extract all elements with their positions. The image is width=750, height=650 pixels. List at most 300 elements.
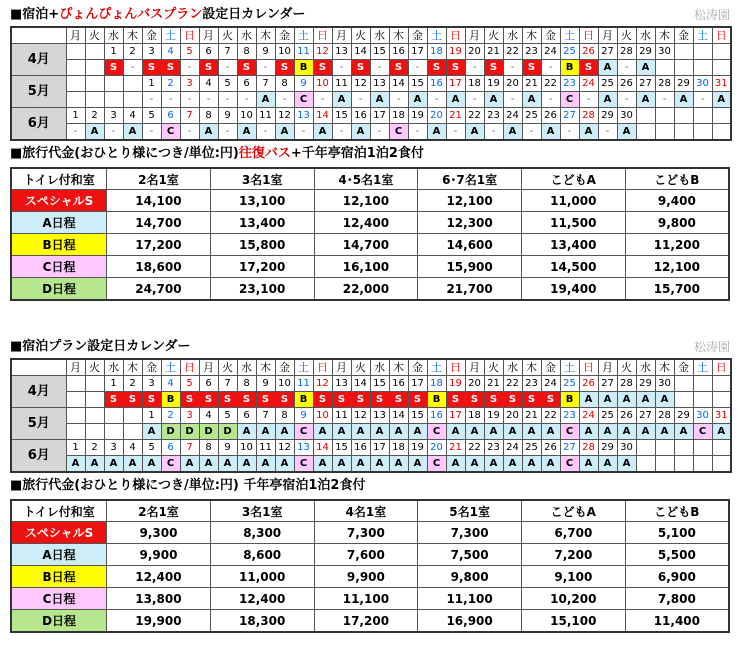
schedule-status-cell: A <box>712 92 731 108</box>
price-value-cell: 8,600 <box>210 544 314 566</box>
schedule-status-cell: S <box>161 60 180 76</box>
price-value-cell: 14,700 <box>107 212 211 234</box>
day-number-cell <box>712 44 731 60</box>
schedule-status-cell: A <box>484 424 503 440</box>
schedule-status-cell: - <box>389 92 408 108</box>
schedule-status-cell <box>655 124 674 141</box>
day-number-cell: 6 <box>237 76 256 92</box>
schedule-status-cell: - <box>446 124 465 141</box>
schedule-status-cell: S <box>256 392 275 408</box>
day-number-cell: 26 <box>617 408 636 424</box>
schedule-status-cell <box>123 92 142 108</box>
schedule-status-cell: - <box>408 60 427 76</box>
day-number-cell: 17 <box>408 44 427 60</box>
schedule-status-cell: S <box>446 60 465 76</box>
price-value-cell: 9,900 <box>107 544 211 566</box>
schedule-status-cell: - <box>332 60 351 76</box>
schedule-status-cell: A <box>370 456 389 473</box>
schedule-status-cell: B <box>427 392 446 408</box>
price-value-cell: 7,800 <box>625 588 729 610</box>
price-value-cell: 15,100 <box>521 610 625 633</box>
day-number-cell: 6 <box>237 408 256 424</box>
weekday-header: 木 <box>256 359 275 376</box>
weekday-header: 水 <box>104 359 123 376</box>
schedule-status-cell <box>104 424 123 440</box>
day-number-cell: 8 <box>199 108 218 124</box>
day-number-cell: 22 <box>541 76 560 92</box>
day-number-cell: 20 <box>465 376 484 392</box>
schedule-status-cell: A <box>389 424 408 440</box>
day-number-cell: 28 <box>655 76 674 92</box>
schedule-status-cell: A <box>389 456 408 473</box>
day-number-cell <box>674 376 693 392</box>
schedule-status-cell: A <box>579 424 598 440</box>
schedule-status-cell: - <box>465 92 484 108</box>
schedule-status-cell: A <box>180 456 199 473</box>
day-number-cell: 14 <box>351 44 370 60</box>
weekday-header: 月 <box>66 359 85 376</box>
day-number-cell <box>655 108 674 124</box>
schedule-status-cell: - <box>218 124 237 141</box>
price-column-header: こどもA <box>521 500 625 522</box>
schedule-status-cell: S <box>142 60 161 76</box>
day-number-cell: 24 <box>503 440 522 456</box>
title-text: ■宿泊プラン設定日カレンダー <box>10 339 191 354</box>
schedule-status-cell: - <box>218 92 237 108</box>
weekday-header: 金 <box>408 359 427 376</box>
price-value-cell: 7,300 <box>314 522 418 544</box>
day-number-cell: 29 <box>598 108 617 124</box>
price-column-header: トイレ付和室 <box>11 500 107 522</box>
schedule-type-label: C日程 <box>11 256 107 278</box>
day-number-cell: 27 <box>560 108 579 124</box>
schedule-status-cell <box>712 392 731 408</box>
schedule-status-cell: S <box>503 392 522 408</box>
day-number-cell: 10 <box>313 76 332 92</box>
schedule-status-cell: - <box>484 124 503 141</box>
day-number-cell: 1 <box>142 76 161 92</box>
schedule-status-cell: A <box>617 392 636 408</box>
schedule-status-cell: A <box>313 424 332 440</box>
schedule-status-cell: A <box>446 92 465 108</box>
day-number-cell: 25 <box>598 408 617 424</box>
schedule-status-cell: A <box>503 124 522 141</box>
schedule-status-cell: A <box>617 124 636 141</box>
brand-label: 松涛園 <box>693 8 730 22</box>
schedule-status-cell: A <box>142 456 161 473</box>
schedule-status-cell: A <box>674 424 693 440</box>
day-number-cell: 7 <box>180 108 199 124</box>
price-value-cell: 16,900 <box>418 610 522 633</box>
schedule-status-cell: C <box>294 456 313 473</box>
day-number-cell: 9 <box>256 376 275 392</box>
price-row <box>11 190 729 212</box>
price-value-cell: 7,200 <box>521 544 625 566</box>
price-value-cell: 12,300 <box>418 212 522 234</box>
price-value-cell: 11,200 <box>625 234 729 256</box>
schedule-status-cell: S <box>275 392 294 408</box>
weekday-header: 金 <box>674 359 693 376</box>
day-number-cell: 16 <box>389 44 408 60</box>
day-number-cell: 9 <box>218 108 237 124</box>
schedule-status-cell: A <box>446 456 465 473</box>
day-number-cell: 2 <box>123 44 142 60</box>
day-number-cell: 14 <box>313 108 332 124</box>
schedule-status-cell: A <box>237 456 256 473</box>
schedule-status-cell: S <box>351 60 370 76</box>
day-number-cell: 2 <box>85 108 104 124</box>
day-number-cell: 30 <box>693 76 712 92</box>
day-number-cell: 23 <box>522 44 541 60</box>
schedule-status-cell <box>85 392 104 408</box>
schedule-status-cell: A <box>370 424 389 440</box>
price-value-cell: 18,600 <box>107 256 211 278</box>
day-number-cell: 16 <box>351 108 370 124</box>
day-number-cell: 6 <box>199 376 218 392</box>
day-number-cell: 19 <box>446 376 465 392</box>
stay-plan-price-title <box>10 475 730 497</box>
day-number-cell: 19 <box>408 108 427 124</box>
stay-plan-calendar <box>10 358 732 473</box>
month-label: 6月 <box>11 440 66 473</box>
day-number-cell: 13 <box>370 76 389 92</box>
day-number-cell: 11 <box>332 76 351 92</box>
schedule-status-cell: A <box>66 456 85 473</box>
day-number-cell: 1 <box>142 408 161 424</box>
price-value-cell: 12,100 <box>418 190 522 212</box>
weekday-header: 金 <box>142 27 161 44</box>
day-number-cell: 30 <box>655 376 674 392</box>
weekday-header: 土 <box>693 359 712 376</box>
price-value-cell: 8,300 <box>210 522 314 544</box>
day-number-cell: 14 <box>313 440 332 456</box>
day-number-cell <box>674 440 693 456</box>
schedule-status-cell: A <box>541 456 560 473</box>
schedule-status-cell: A <box>579 392 598 408</box>
schedule-status-cell: A <box>598 424 617 440</box>
price-value-cell: 7,600 <box>314 544 418 566</box>
schedule-status-cell <box>693 60 712 76</box>
calendar-corner-cell <box>11 359 66 376</box>
schedule-status-cell: S <box>465 392 484 408</box>
day-number-cell: 22 <box>503 376 522 392</box>
day-number-cell: 4 <box>199 408 218 424</box>
day-number-cell: 5 <box>180 376 199 392</box>
price-value-cell: 15,700 <box>625 278 729 301</box>
day-number-cell: 3 <box>142 44 161 60</box>
schedule-status-cell: C <box>294 92 313 108</box>
weekday-header: 土 <box>427 359 446 376</box>
day-number-cell: 3 <box>180 408 199 424</box>
schedule-status-cell: A <box>237 424 256 440</box>
title-prefix: ■宿泊+ <box>10 7 60 22</box>
schedule-status-cell: A <box>636 92 655 108</box>
schedule-status-cell: - <box>427 92 446 108</box>
schedule-status-cell: A <box>275 124 294 141</box>
brand-label: 松涛園 <box>693 340 730 354</box>
schedule-status-cell: S <box>180 392 199 408</box>
day-number-cell <box>85 76 104 92</box>
day-number-cell: 9 <box>294 76 313 92</box>
schedule-status-cell: S <box>370 392 389 408</box>
day-number-cell: 12 <box>351 76 370 92</box>
day-number-cell: 1 <box>66 440 85 456</box>
day-number-cell: 21 <box>484 376 503 392</box>
schedule-status-cell: C <box>294 424 313 440</box>
schedule-status-cell: A <box>427 124 446 141</box>
weekday-header: 日 <box>579 359 598 376</box>
day-number-cell: 18 <box>465 408 484 424</box>
day-number-cell: 8 <box>275 408 294 424</box>
schedule-status-cell <box>674 456 693 473</box>
weekday-header: 水 <box>237 359 256 376</box>
weekday-header: 日 <box>180 27 199 44</box>
schedule-status-cell: S <box>408 392 427 408</box>
day-number-cell <box>712 440 731 456</box>
schedule-status-cell: A <box>503 456 522 473</box>
price-row <box>11 256 729 278</box>
day-number-cell: 4 <box>199 76 218 92</box>
price-title-suffix: +千年亭宿泊1泊2食付 <box>290 146 424 161</box>
day-number-cell: 21 <box>446 440 465 456</box>
day-number-cell: 14 <box>389 408 408 424</box>
day-number-cell: 15 <box>408 408 427 424</box>
schedule-status-cell: A <box>351 456 370 473</box>
day-number-cell: 10 <box>237 440 256 456</box>
price-column-header: 4名1室 <box>314 500 418 522</box>
schedule-status-cell <box>674 60 693 76</box>
schedule-status-cell: A <box>256 456 275 473</box>
schedule-type-label: スペシャルS <box>11 522 107 544</box>
schedule-status-cell: - <box>522 124 541 141</box>
schedule-status-cell: A <box>465 124 484 141</box>
day-number-cell: 22 <box>503 44 522 60</box>
weekday-header: 土 <box>161 359 180 376</box>
weekday-header: 木 <box>389 359 408 376</box>
schedule-status-cell: - <box>123 60 142 76</box>
price-value-cell: 15,800 <box>210 234 314 256</box>
day-number-cell: 5 <box>142 108 161 124</box>
day-number-cell: 23 <box>484 440 503 456</box>
schedule-status-cell: - <box>541 92 560 108</box>
day-number-cell: 25 <box>560 44 579 60</box>
day-number-cell: 11 <box>332 408 351 424</box>
day-number-cell: 11 <box>294 376 313 392</box>
schedule-status-cell: S <box>484 60 503 76</box>
schedule-status-cell: A <box>503 424 522 440</box>
month-label: 5月 <box>11 408 66 440</box>
day-number-cell <box>693 440 712 456</box>
price-value-cell: 7,300 <box>418 522 522 544</box>
schedule-status-cell: S <box>484 392 503 408</box>
weekday-header: 日 <box>446 27 465 44</box>
schedule-status-cell: A <box>408 92 427 108</box>
day-number-cell: 13 <box>294 440 313 456</box>
day-number-cell: 14 <box>389 76 408 92</box>
weekday-header: 土 <box>560 27 579 44</box>
weekday-header: 金 <box>142 359 161 376</box>
day-number-cell: 28 <box>579 108 598 124</box>
schedule-status-cell: A <box>655 424 674 440</box>
day-number-cell: 7 <box>180 440 199 456</box>
schedule-status-cell: A <box>541 424 560 440</box>
schedule-status-cell: A <box>123 456 142 473</box>
day-number-cell: 28 <box>579 440 598 456</box>
schedule-status-cell: - <box>598 124 617 141</box>
day-number-cell: 11 <box>294 44 313 60</box>
schedule-status-cell: S <box>237 392 256 408</box>
price-value-cell: 17,200 <box>210 256 314 278</box>
schedule-status-cell: B <box>294 60 313 76</box>
schedule-status-cell: S <box>275 60 294 76</box>
price-value-cell: 9,900 <box>314 566 418 588</box>
schedule-status-cell: - <box>104 124 123 141</box>
day-number-cell: 18 <box>427 44 446 60</box>
weekday-header: 水 <box>636 27 655 44</box>
weekday-header: 水 <box>503 27 522 44</box>
day-number-cell: 20 <box>427 108 446 124</box>
schedule-status-cell: A <box>484 456 503 473</box>
day-number-cell: 26 <box>579 44 598 60</box>
price-column-header: こどもB <box>625 168 729 190</box>
weekday-header: 月 <box>465 359 484 376</box>
weekday-header: 水 <box>237 27 256 44</box>
weekday-header: 木 <box>655 359 674 376</box>
weekday-header: 木 <box>522 27 541 44</box>
schedule-status-cell: B <box>161 392 180 408</box>
schedule-status-cell: A <box>617 424 636 440</box>
price-column-header: 6･7名1室 <box>418 168 522 190</box>
schedule-status-cell: A <box>579 456 598 473</box>
day-number-cell: 25 <box>522 108 541 124</box>
schedule-status-cell: - <box>256 60 275 76</box>
price-row <box>11 588 729 610</box>
stay-plan-section <box>10 336 730 633</box>
schedule-status-cell: A <box>617 456 636 473</box>
day-number-cell: 27 <box>636 76 655 92</box>
price-value-cell: 22,000 <box>314 278 418 301</box>
day-number-cell: 10 <box>275 44 294 60</box>
schedule-status-cell: A <box>275 456 294 473</box>
price-value-cell: 5,100 <box>625 522 729 544</box>
weekday-header: 木 <box>123 27 142 44</box>
schedule-status-cell: S <box>237 60 256 76</box>
bus-plan-calendar-title <box>10 4 730 26</box>
price-value-cell: 19,400 <box>521 278 625 301</box>
day-number-cell <box>123 408 142 424</box>
weekday-header: 金 <box>541 27 560 44</box>
weekday-header: 日 <box>446 359 465 376</box>
schedule-status-cell: A <box>598 60 617 76</box>
schedule-status-cell: - <box>237 92 256 108</box>
day-number-cell: 28 <box>617 376 636 392</box>
schedule-status-cell: - <box>275 92 294 108</box>
day-number-cell: 8 <box>237 376 256 392</box>
weekday-header: 日 <box>313 27 332 44</box>
day-number-cell <box>636 440 655 456</box>
schedule-status-cell: - <box>180 60 199 76</box>
day-number-cell: 2 <box>123 376 142 392</box>
schedule-status-cell: A <box>465 456 484 473</box>
weekday-header: 月 <box>199 359 218 376</box>
schedule-status-cell: A <box>674 92 693 108</box>
schedule-status-cell <box>712 60 731 76</box>
day-number-cell <box>104 408 123 424</box>
schedule-status-cell: - <box>503 92 522 108</box>
price-value-cell: 16,100 <box>314 256 418 278</box>
day-number-cell: 3 <box>142 376 161 392</box>
schedule-status-cell: S <box>104 392 123 408</box>
schedule-status-cell: - <box>142 92 161 108</box>
stay-plan-calendar-title <box>10 336 730 358</box>
schedule-status-cell: S <box>313 392 332 408</box>
price-row <box>11 522 729 544</box>
price-column-header: 3名1室 <box>210 500 314 522</box>
month-label: 5月 <box>11 76 66 108</box>
schedule-status-cell: - <box>66 124 85 141</box>
day-number-cell: 23 <box>522 376 541 392</box>
weekday-header: 土 <box>427 27 446 44</box>
day-number-cell: 13 <box>332 44 351 60</box>
schedule-status-cell: S <box>427 60 446 76</box>
schedule-status-cell: - <box>142 124 161 141</box>
day-number-cell <box>85 408 104 424</box>
price-value-cell: 13,100 <box>210 190 314 212</box>
stay-plan-price-table <box>10 499 730 633</box>
day-number-cell: 20 <box>503 408 522 424</box>
day-number-cell: 5 <box>180 44 199 60</box>
month-label: 4月 <box>11 376 66 408</box>
schedule-status-cell: A <box>636 424 655 440</box>
schedule-status-cell: - <box>541 60 560 76</box>
schedule-status-cell <box>674 392 693 408</box>
price-value-cell: 12,400 <box>210 588 314 610</box>
schedule-status-cell <box>66 392 85 408</box>
schedule-status-cell: A <box>484 92 503 108</box>
schedule-status-cell: S <box>446 392 465 408</box>
bus-plan-section <box>10 4 730 301</box>
day-number-cell: 26 <box>541 440 560 456</box>
weekday-header: 水 <box>370 359 389 376</box>
schedule-status-cell: A <box>256 92 275 108</box>
price-value-cell: 9,100 <box>521 566 625 588</box>
schedule-status-cell: A <box>351 424 370 440</box>
schedule-status-cell: A <box>655 392 674 408</box>
day-number-cell: 29 <box>674 408 693 424</box>
day-number-cell: 26 <box>579 376 598 392</box>
day-number-cell: 16 <box>427 408 446 424</box>
schedule-status-cell: S <box>104 60 123 76</box>
schedule-status-cell: - <box>370 60 389 76</box>
day-number-cell: 24 <box>541 376 560 392</box>
day-number-cell: 18 <box>465 76 484 92</box>
schedule-status-cell: A <box>522 424 541 440</box>
day-number-cell: 10 <box>313 408 332 424</box>
schedule-status-cell: - <box>199 92 218 108</box>
day-number-cell: 28 <box>655 408 674 424</box>
schedule-type-label: D日程 <box>11 610 107 633</box>
price-value-cell: 11,400 <box>625 610 729 633</box>
schedule-status-cell: A <box>370 92 389 108</box>
schedule-status-cell: - <box>579 92 598 108</box>
day-number-cell: 4 <box>161 44 180 60</box>
weekday-header: 火 <box>484 27 503 44</box>
price-title-red: 往復バス <box>238 146 291 161</box>
day-number-cell <box>66 76 85 92</box>
day-number-cell <box>636 108 655 124</box>
schedule-status-cell: - <box>256 124 275 141</box>
price-value-cell: 6,700 <box>521 522 625 544</box>
